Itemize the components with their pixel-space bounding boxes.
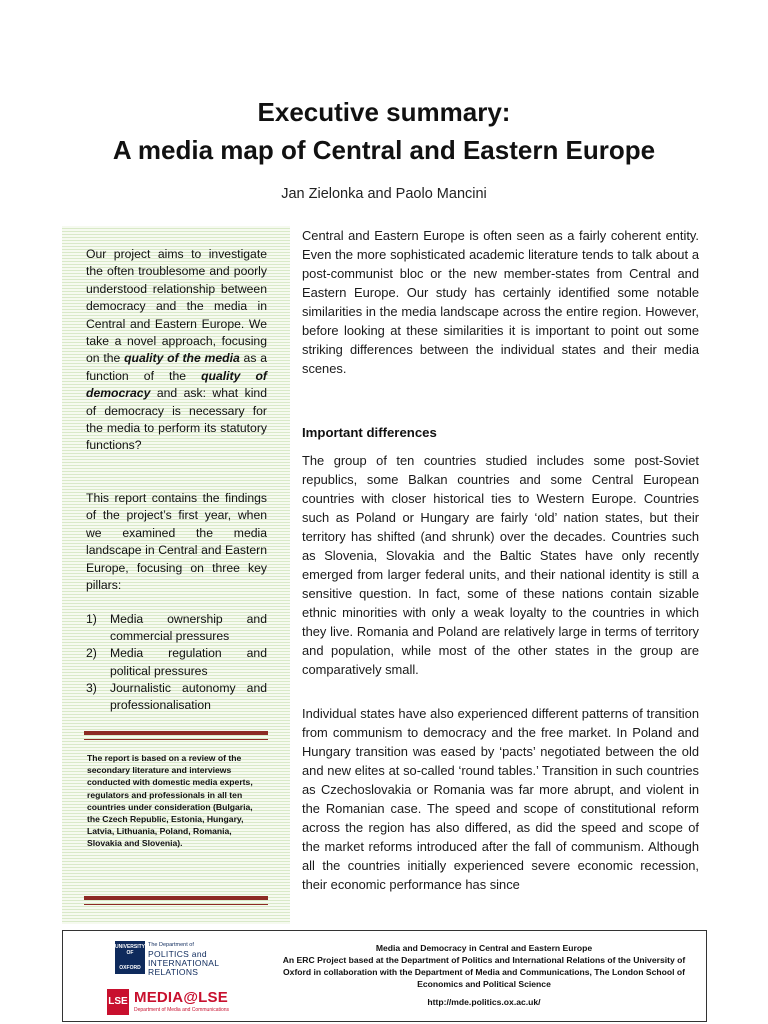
main-paragraph-1 — [302, 226, 699, 378]
footer-description: An ERC Project based at the Department of Politics and International Relations of the University of Oxford in collaboration with the Department of Media and Communications, The London School of Economics and Political Science — [282, 955, 686, 989]
pillar-item — [86, 611, 267, 645]
sidebar-footnote: The report is based on a review of the secondary literature and interviews conducted with domestic media experts, regulators and professionals in all ten countries under consideration (Bulgaria, the Czech Republic, Estonia, Hungary, Latvia, Lithuania, Poland, Romania, Slovakia and Slovenia). — [87, 753, 253, 849]
intro-text-3: and ask: what kind of democracy is necessary for the media to perform its statutory functions? — [86, 386, 267, 453]
pillars-list — [86, 611, 267, 714]
logo-ir-text: INTERNATIONAL RELATIONS — [148, 958, 219, 977]
footer-box — [62, 930, 707, 1022]
authors: Jan Zielonka and Paolo Mancini — [281, 186, 487, 202]
page-title — [0, 93, 768, 169]
paragraph-text: Individual states have also experienced different patterns of transition from communism to democracy and the free market. In Poland and Hungary transition was eased by ‘pacts’ negotiated between the old and new elites at so-called ‘round tables.’ Transition in such countries as Czechoslovakia or Romania was far more abrupt, and violent in the Romanian case. The speed and scope of constitutional reform across the region has also differed, as did the speed and scope of the market reforms introduced after the fall of communism. Although all the countries initially experienced severe economic recession, their economic performance has since — [302, 706, 699, 892]
oxford-shield-icon — [115, 941, 145, 974]
intro-text-2: as a function of the — [86, 351, 267, 383]
title-line-2: A media map of Central and Eastern Europe — [112, 135, 656, 165]
intro-text-1: Our project aims to investigate the often troublesome and poorly understood relationship between democracy and the media in Central and Eastern Europe. We take a novel approach, focusing on the — [86, 247, 267, 366]
pillar-number: 3) — [86, 680, 97, 695]
lse-logo-subtitle: Department of Media and Communications — [134, 1007, 230, 1013]
footer-url-link[interactable]: http://mde.politics.ox.ac.uk/ — [427, 997, 541, 1007]
shield-text-bottom: OXFORD — [119, 965, 141, 971]
pillar-text: Media regulation and political pressures — [110, 646, 267, 678]
pillar-item — [86, 680, 267, 714]
footer-text — [268, 942, 700, 1008]
lse-logo-name: MEDIA@LSE — [134, 989, 228, 1006]
main-paragraph-3 — [302, 704, 699, 894]
intro-emphasis-1: quality of the media — [124, 351, 240, 366]
main-paragraph-2 — [302, 451, 699, 679]
pillar-number: 2) — [86, 646, 97, 661]
pillar-number: 1) — [86, 612, 97, 626]
divider-thin — [84, 739, 268, 740]
divider-thick — [84, 731, 268, 735]
pillar-item — [86, 645, 267, 679]
pillar-text: Journalistic autonomy and professionalisation — [110, 680, 267, 713]
report-text: This report contains the findings of the project’s first year, when we examined the media landscape in Central and Eastern Europe, focusing on three key pillars: — [86, 491, 267, 593]
divider-thick — [84, 896, 268, 900]
section-heading: Important differences — [302, 425, 437, 440]
footer-project-title: Media and Democracy in Central and Eastern Europe — [375, 943, 593, 953]
intro-emphasis-2: quality of democracy — [86, 368, 267, 401]
pillar-text: Media ownership and commercial pressures — [110, 612, 267, 644]
oxford-politics-logo — [115, 941, 225, 975]
sidebar-intro — [86, 246, 267, 455]
lse-box-icon: LSE — [107, 989, 129, 1015]
divider-thin — [84, 904, 268, 905]
paragraph-text: The group of ten countries studied includes some post-Soviet republics, some Balkan countries and some Central European countries with closer historical ties to Western Europe. Countries such as Poland or Hungary are fairly ‘old’ nation states, but their territory has shifted (and shrunk) over the decades. Countries such as Slovenia, Slovakia and the Baltic States have only recently emerged from larger federal units, and their national identity is still a sensitive question. In fact, some of these nations contain sizable ethnic minorities with only a weak loyalty to the countries in which they live. Romania and Poland are relatively large in terms of territory and population, while most of the other states in the group are comparatively small. — [302, 453, 699, 677]
title-line-1: Executive summary: — [257, 97, 511, 127]
paragraph-text: Central and Eastern Europe is often seen as a fairly coherent entity. Even the more sophisticated academic literature tends to talk about a post-communist bloc or the new member-states from Central and Eastern Europe. Our study has certainly identified some notable similarities in the media landscape across the entire region. However, before looking at these similarities it is important to point out some striking differences between the individual states and their media scenes. — [302, 228, 699, 376]
shield-text-top: UNIVERSITY OF — [115, 944, 146, 956]
logo-politics-text: POLITICS and — [148, 949, 207, 959]
logo-small-text: The Department of — [148, 942, 194, 948]
sidebar-report-summary — [86, 490, 267, 594]
oxford-logo-text — [148, 941, 228, 977]
media-lse-logo — [107, 989, 237, 1017]
